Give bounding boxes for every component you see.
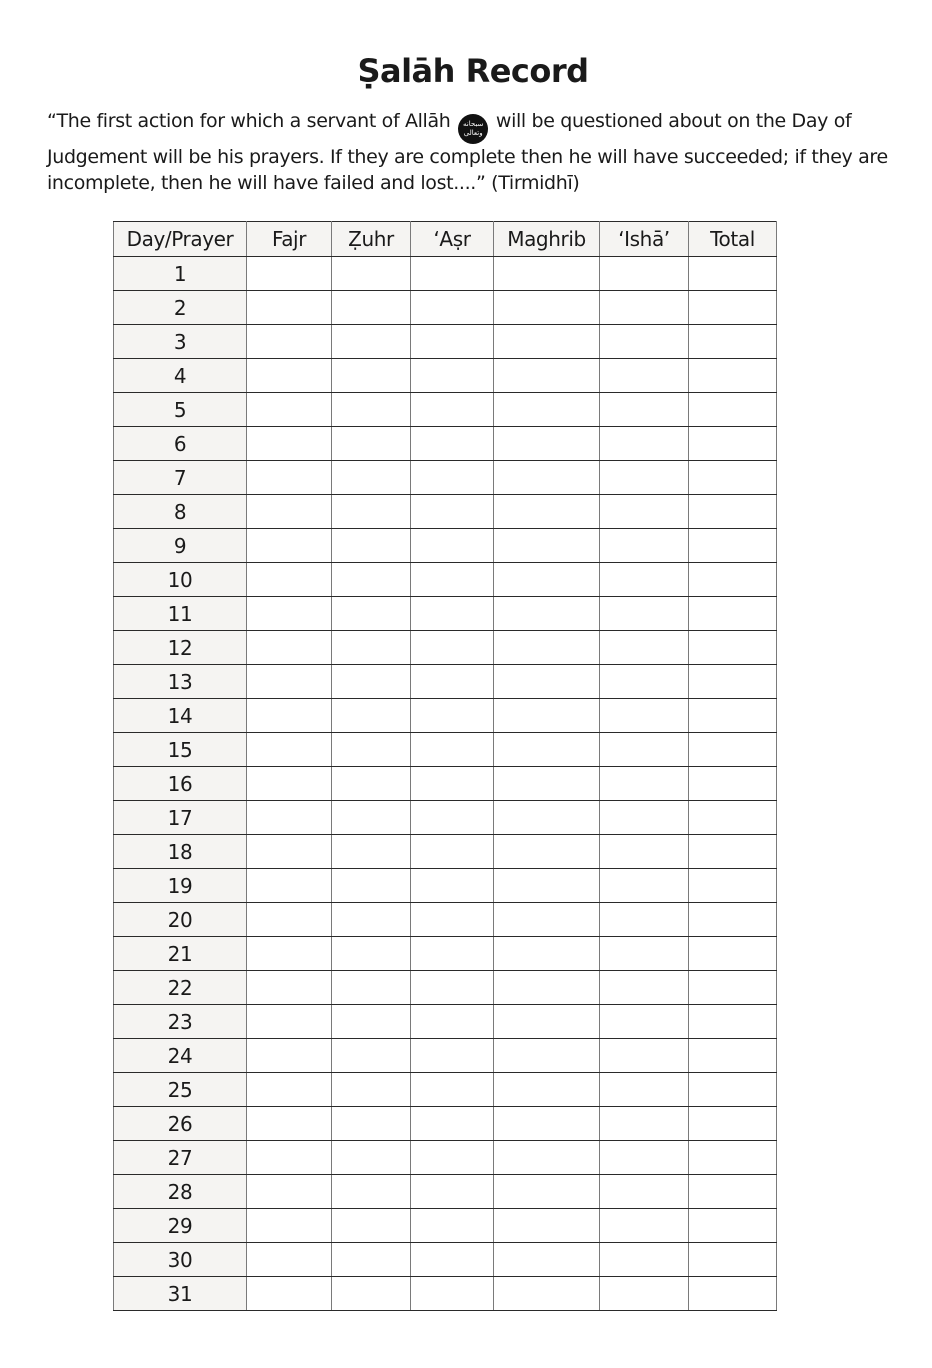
entry-cell-zuhr[interactable] [332, 1175, 411, 1209]
header-fajr: Fajr [247, 222, 332, 257]
entry-cell-isha[interactable] [600, 1175, 689, 1209]
entry-cell-asr[interactable] [411, 427, 494, 461]
entry-cell-asr[interactable] [411, 631, 494, 665]
day-number: 19 [114, 869, 247, 903]
entry-cell-asr[interactable] [411, 1107, 494, 1141]
entry-cell-total[interactable] [689, 971, 777, 1005]
entry-cell-total[interactable] [689, 359, 777, 393]
entry-cell-asr[interactable] [411, 393, 494, 427]
entry-cell-zuhr[interactable] [332, 1107, 411, 1141]
entry-cell-isha[interactable] [600, 495, 689, 529]
entry-cell-maghrib[interactable] [494, 495, 600, 529]
entry-cell-isha[interactable] [600, 1141, 689, 1175]
entry-cell-maghrib[interactable] [494, 767, 600, 801]
entry-cell-maghrib[interactable] [494, 1277, 600, 1311]
entry-cell-maghrib[interactable] [494, 971, 600, 1005]
entry-cell-zuhr[interactable] [332, 495, 411, 529]
entry-cell-isha[interactable] [600, 937, 689, 971]
entry-cell-asr[interactable] [411, 1039, 494, 1073]
entry-cell-fajr[interactable] [247, 631, 332, 665]
table-row [114, 1243, 777, 1277]
entry-cell-asr[interactable] [411, 1277, 494, 1311]
entry-cell-total[interactable] [689, 461, 777, 495]
entry-cell-zuhr[interactable] [332, 631, 411, 665]
entry-cell-fajr[interactable] [247, 1005, 332, 1039]
entry-cell-asr[interactable] [411, 325, 494, 359]
entry-cell-maghrib[interactable] [494, 1073, 600, 1107]
entry-cell-fajr[interactable] [247, 563, 332, 597]
day-number: 26 [114, 1107, 247, 1141]
table-row [114, 1073, 777, 1107]
entry-cell-fajr[interactable] [247, 937, 332, 971]
entry-cell-asr[interactable] [411, 869, 494, 903]
entry-cell-isha[interactable] [600, 1039, 689, 1073]
entry-cell-total[interactable] [689, 1243, 777, 1277]
day-number: 14 [114, 699, 247, 733]
entry-cell-maghrib[interactable] [494, 1107, 600, 1141]
entry-cell-asr[interactable] [411, 1209, 494, 1243]
salah-record-table [113, 221, 777, 1311]
entry-cell-asr[interactable] [411, 1175, 494, 1209]
entry-cell-fajr[interactable] [247, 461, 332, 495]
entry-cell-isha[interactable] [600, 563, 689, 597]
entry-cell-asr[interactable] [411, 665, 494, 699]
entry-cell-isha[interactable] [600, 1005, 689, 1039]
entry-cell-fajr[interactable] [247, 1073, 332, 1107]
table-row [114, 733, 777, 767]
day-number: 11 [114, 597, 247, 631]
entry-cell-total[interactable] [689, 291, 777, 325]
entry-cell-maghrib[interactable] [494, 359, 600, 393]
entry-cell-total[interactable] [689, 1175, 777, 1209]
entry-cell-fajr[interactable] [247, 597, 332, 631]
entry-cell-fajr[interactable] [247, 699, 332, 733]
entry-cell-zuhr[interactable] [332, 461, 411, 495]
entry-cell-asr[interactable] [411, 291, 494, 325]
day-number: 24 [114, 1039, 247, 1073]
entry-cell-isha[interactable] [600, 1277, 689, 1311]
day-number: 4 [114, 359, 247, 393]
entry-cell-total[interactable] [689, 257, 777, 291]
entry-cell-maghrib[interactable] [494, 801, 600, 835]
entry-cell-fajr[interactable] [247, 733, 332, 767]
table-row [114, 529, 777, 563]
entry-cell-fajr[interactable] [247, 1277, 332, 1311]
table-row [114, 1209, 777, 1243]
entry-cell-asr[interactable] [411, 767, 494, 801]
entry-cell-fajr[interactable] [247, 971, 332, 1005]
table-row [114, 495, 777, 529]
entry-cell-zuhr[interactable] [332, 1039, 411, 1073]
entry-cell-isha[interactable] [600, 461, 689, 495]
day-number: 5 [114, 393, 247, 427]
entry-cell-fajr[interactable] [247, 529, 332, 563]
day-number: 16 [114, 767, 247, 801]
entry-cell-zuhr[interactable] [332, 699, 411, 733]
day-number: 28 [114, 1175, 247, 1209]
entry-cell-asr[interactable] [411, 971, 494, 1005]
entry-cell-maghrib[interactable] [494, 1243, 600, 1277]
entry-cell-asr[interactable] [411, 835, 494, 869]
entry-cell-total[interactable] [689, 665, 777, 699]
table-row [114, 563, 777, 597]
table-row [114, 325, 777, 359]
entry-cell-maghrib[interactable] [494, 325, 600, 359]
hadith-quote [47, 108, 907, 196]
day-number: 25 [114, 1073, 247, 1107]
table-row [114, 1039, 777, 1073]
entry-cell-asr[interactable] [411, 495, 494, 529]
entry-cell-total[interactable] [689, 325, 777, 359]
entry-cell-zuhr[interactable] [332, 937, 411, 971]
entry-cell-maghrib[interactable] [494, 835, 600, 869]
entry-cell-zuhr[interactable] [332, 733, 411, 767]
entry-cell-fajr[interactable] [247, 665, 332, 699]
header-asr: ‘Aṣr [411, 222, 494, 257]
table-row [114, 1277, 777, 1311]
table-row [114, 903, 777, 937]
header-isha: ‘Ishā’ [600, 222, 689, 257]
day-number: 30 [114, 1243, 247, 1277]
entry-cell-total[interactable] [689, 1039, 777, 1073]
entry-cell-isha[interactable] [600, 767, 689, 801]
entry-cell-zuhr[interactable] [332, 393, 411, 427]
entry-cell-isha[interactable] [600, 903, 689, 937]
entry-cell-fajr[interactable] [247, 835, 332, 869]
entry-cell-isha[interactable] [600, 1073, 689, 1107]
entry-cell-total[interactable] [689, 835, 777, 869]
entry-cell-fajr[interactable] [247, 325, 332, 359]
entry-cell-zuhr[interactable] [332, 529, 411, 563]
day-number: 10 [114, 563, 247, 597]
entry-cell-asr[interactable] [411, 529, 494, 563]
entry-cell-maghrib[interactable] [494, 461, 600, 495]
day-number: 12 [114, 631, 247, 665]
table-row [114, 257, 777, 291]
entry-cell-fajr[interactable] [247, 1243, 332, 1277]
entry-cell-maghrib[interactable] [494, 529, 600, 563]
entry-cell-asr[interactable] [411, 1243, 494, 1277]
entry-cell-zuhr[interactable] [332, 767, 411, 801]
entry-cell-asr[interactable] [411, 1073, 494, 1107]
entry-cell-total[interactable] [689, 495, 777, 529]
entry-cell-fajr[interactable] [247, 495, 332, 529]
table-row [114, 1107, 777, 1141]
entry-cell-isha[interactable] [600, 869, 689, 903]
entry-cell-total[interactable] [689, 733, 777, 767]
entry-cell-maghrib[interactable] [494, 257, 600, 291]
entry-cell-zuhr[interactable] [332, 1005, 411, 1039]
entry-cell-zuhr[interactable] [332, 427, 411, 461]
entry-cell-maghrib[interactable] [494, 291, 600, 325]
entry-cell-isha[interactable] [600, 699, 689, 733]
table-row [114, 1175, 777, 1209]
entry-cell-total[interactable] [689, 699, 777, 733]
entry-cell-fajr[interactable] [247, 291, 332, 325]
table-row [114, 699, 777, 733]
entry-cell-asr[interactable] [411, 699, 494, 733]
day-number: 2 [114, 291, 247, 325]
entry-cell-asr[interactable] [411, 1141, 494, 1175]
entry-cell-zuhr[interactable] [332, 1141, 411, 1175]
entry-cell-isha[interactable] [600, 801, 689, 835]
entry-cell-total[interactable] [689, 1209, 777, 1243]
entry-cell-zuhr[interactable] [332, 903, 411, 937]
table-row [114, 801, 777, 835]
entry-cell-fajr[interactable] [247, 1107, 332, 1141]
day-number: 23 [114, 1005, 247, 1039]
entry-cell-asr[interactable] [411, 257, 494, 291]
entry-cell-isha[interactable] [600, 1107, 689, 1141]
entry-cell-maghrib[interactable] [494, 699, 600, 733]
entry-cell-isha[interactable] [600, 971, 689, 1005]
entry-cell-maghrib[interactable] [494, 665, 600, 699]
entry-cell-total[interactable] [689, 937, 777, 971]
entry-cell-fajr[interactable] [247, 869, 332, 903]
day-number: 8 [114, 495, 247, 529]
entry-cell-total[interactable] [689, 1073, 777, 1107]
entry-cell-maghrib[interactable] [494, 427, 600, 461]
entry-cell-asr[interactable] [411, 937, 494, 971]
page-title: Ṣalāh Record [357, 52, 589, 90]
entry-cell-maghrib[interactable] [494, 733, 600, 767]
entry-cell-asr[interactable] [411, 903, 494, 937]
entry-cell-total[interactable] [689, 529, 777, 563]
entry-cell-zuhr[interactable] [332, 359, 411, 393]
entry-cell-fajr[interactable] [247, 359, 332, 393]
entry-cell-zuhr[interactable] [332, 1243, 411, 1277]
honorific-icon: سبحانه وتعالى [458, 114, 488, 144]
entry-cell-zuhr[interactable] [332, 563, 411, 597]
day-number: 20 [114, 903, 247, 937]
entry-cell-maghrib[interactable] [494, 597, 600, 631]
table-row [114, 393, 777, 427]
entry-cell-total[interactable] [689, 903, 777, 937]
entry-cell-fajr[interactable] [247, 903, 332, 937]
entry-cell-asr[interactable] [411, 461, 494, 495]
entry-cell-zuhr[interactable] [332, 257, 411, 291]
entry-cell-maghrib[interactable] [494, 1209, 600, 1243]
table-row [114, 971, 777, 1005]
entry-cell-maghrib[interactable] [494, 869, 600, 903]
entry-cell-isha[interactable] [600, 733, 689, 767]
entry-cell-fajr[interactable] [247, 1039, 332, 1073]
day-number: 22 [114, 971, 247, 1005]
day-number: 9 [114, 529, 247, 563]
entry-cell-zuhr[interactable] [332, 1209, 411, 1243]
entry-cell-asr[interactable] [411, 733, 494, 767]
entry-cell-fajr[interactable] [247, 257, 332, 291]
entry-cell-fajr[interactable] [247, 1209, 332, 1243]
entry-cell-zuhr[interactable] [332, 325, 411, 359]
quote-text-end: will be questioned about on the Day of Judgement will be his prayers. If they are complete then he will have succeeded; if they are incomplete, then he will have failed and lost....” (Tirmidhī) [47, 110, 888, 194]
entry-cell-asr[interactable] [411, 1005, 494, 1039]
entry-cell-asr[interactable] [411, 801, 494, 835]
entry-cell-fajr[interactable] [247, 801, 332, 835]
entry-cell-zuhr[interactable] [332, 1073, 411, 1107]
day-number: 13 [114, 665, 247, 699]
entry-cell-maghrib[interactable] [494, 1141, 600, 1175]
entry-cell-total[interactable] [689, 767, 777, 801]
entry-cell-isha[interactable] [600, 835, 689, 869]
entry-cell-zuhr[interactable] [332, 291, 411, 325]
entry-cell-maghrib[interactable] [494, 937, 600, 971]
table-row [114, 461, 777, 495]
entry-cell-total[interactable] [689, 801, 777, 835]
entry-cell-total[interactable] [689, 1277, 777, 1311]
table-row [114, 359, 777, 393]
entry-cell-fajr[interactable] [247, 1175, 332, 1209]
entry-cell-isha[interactable] [600, 631, 689, 665]
entry-cell-isha[interactable] [600, 325, 689, 359]
entry-cell-isha[interactable] [600, 597, 689, 631]
entry-cell-fajr[interactable] [247, 767, 332, 801]
entry-cell-total[interactable] [689, 1107, 777, 1141]
table-row [114, 291, 777, 325]
entry-cell-maghrib[interactable] [494, 903, 600, 937]
entry-cell-isha[interactable] [600, 1243, 689, 1277]
table-row [114, 631, 777, 665]
entry-cell-zuhr[interactable] [332, 665, 411, 699]
day-number: 7 [114, 461, 247, 495]
header-zuhr: Ẓuhr [332, 222, 411, 257]
entry-cell-zuhr[interactable] [332, 1277, 411, 1311]
day-number: 15 [114, 733, 247, 767]
day-number: 6 [114, 427, 247, 461]
entry-cell-total[interactable] [689, 427, 777, 461]
day-number: 3 [114, 325, 247, 359]
day-number: 18 [114, 835, 247, 869]
entry-cell-total[interactable] [689, 1141, 777, 1175]
entry-cell-zuhr[interactable] [332, 801, 411, 835]
entry-cell-fajr[interactable] [247, 427, 332, 461]
entry-cell-total[interactable] [689, 563, 777, 597]
day-number: 27 [114, 1141, 247, 1175]
entry-cell-isha[interactable] [600, 393, 689, 427]
entry-cell-isha[interactable] [600, 1209, 689, 1243]
entry-cell-total[interactable] [689, 393, 777, 427]
entry-cell-zuhr[interactable] [332, 835, 411, 869]
entry-cell-maghrib[interactable] [494, 1039, 600, 1073]
entry-cell-maghrib[interactable] [494, 1005, 600, 1039]
day-number: 29 [114, 1209, 247, 1243]
entry-cell-isha[interactable] [600, 359, 689, 393]
entry-cell-asr[interactable] [411, 359, 494, 393]
entry-cell-isha[interactable] [600, 291, 689, 325]
table-row [114, 767, 777, 801]
entry-cell-total[interactable] [689, 597, 777, 631]
entry-cell-total[interactable] [689, 631, 777, 665]
entry-cell-zuhr[interactable] [332, 971, 411, 1005]
entry-cell-fajr[interactable] [247, 1141, 332, 1175]
table-row [114, 1141, 777, 1175]
table-row [114, 427, 777, 461]
entry-cell-isha[interactable] [600, 529, 689, 563]
table-row [114, 835, 777, 869]
day-number: 17 [114, 801, 247, 835]
entry-cell-maghrib[interactable] [494, 1175, 600, 1209]
table-row [114, 869, 777, 903]
entry-cell-total[interactable] [689, 869, 777, 903]
header-maghrib: Maghrib [494, 222, 600, 257]
entry-cell-isha[interactable] [600, 665, 689, 699]
entry-cell-asr[interactable] [411, 597, 494, 631]
entry-cell-asr[interactable] [411, 563, 494, 597]
day-number: 1 [114, 257, 247, 291]
entry-cell-zuhr[interactable] [332, 869, 411, 903]
entry-cell-fajr[interactable] [247, 393, 332, 427]
entry-cell-isha[interactable] [600, 427, 689, 461]
header-total: Total [689, 222, 777, 257]
entry-cell-maghrib[interactable] [494, 631, 600, 665]
table-row [114, 597, 777, 631]
entry-cell-total[interactable] [689, 1005, 777, 1039]
table-row [114, 937, 777, 971]
table-row [114, 1005, 777, 1039]
entry-cell-maghrib[interactable] [494, 563, 600, 597]
entry-cell-zuhr[interactable] [332, 597, 411, 631]
entry-cell-isha[interactable] [600, 257, 689, 291]
entry-cell-maghrib[interactable] [494, 393, 600, 427]
header-day-prayer: Day/Prayer [114, 222, 247, 257]
day-number: 21 [114, 937, 247, 971]
day-number: 31 [114, 1277, 247, 1311]
table-row [114, 665, 777, 699]
quote-text-start: “The first action for which a servant of Allāh [47, 110, 451, 132]
header-row [114, 222, 777, 257]
